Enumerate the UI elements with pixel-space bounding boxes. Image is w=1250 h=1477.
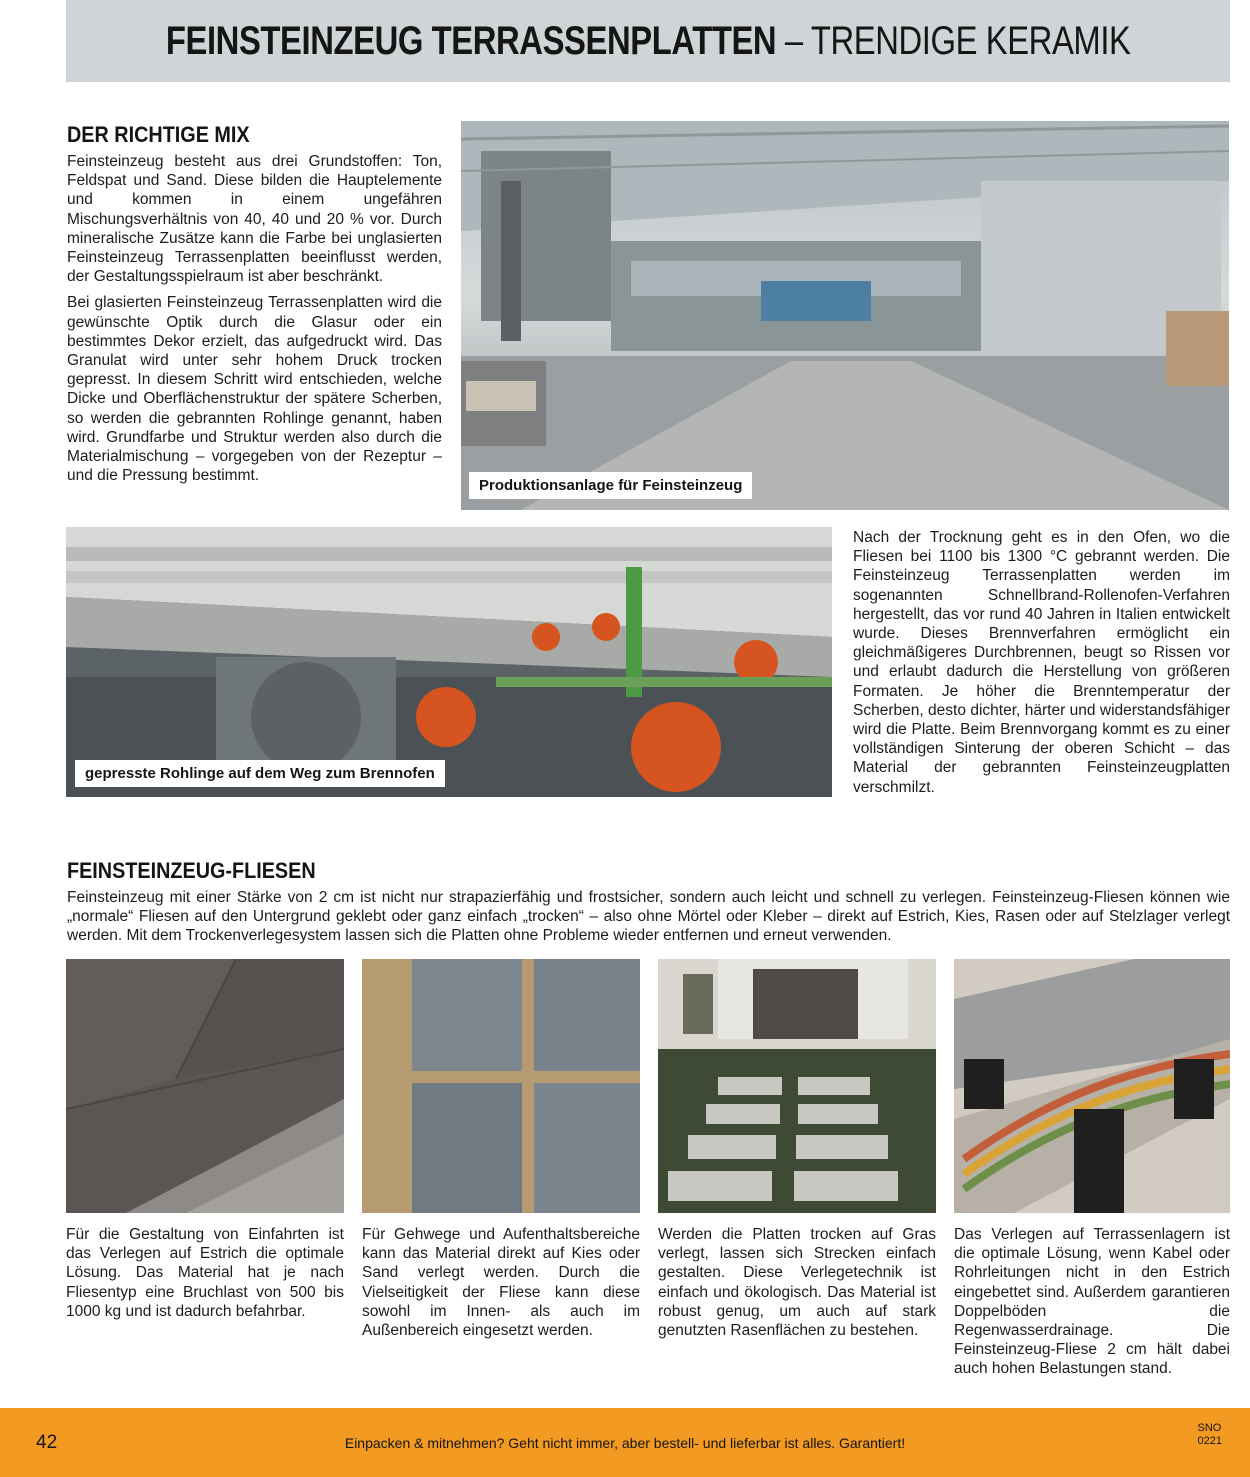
pedestal-paragraph: Das Verlegen auf Terrassenlagern ist die optimale Lösung, wenn Kabel oder Rohrleitungen nicht in den Estrich eingebettet sind. Außerdem garantieren Doppelböden die Regenwasserdrainage. Die Feinsteinzeug-Fliese 2 cm hält dabei auch hohen Belastungen stand. <box>954 1226 1230 1378</box>
page-title-light: – TRENDIGE KERAMIK <box>776 18 1131 63</box>
gravel-paragraph: Für Gehwege und Aufenthaltsbereiche kann das Material direkt auf Kies oder Sand verlegt werden. Durch die Vielseitigkeit der Fliese kann diese sowohl im Innen- als auch im Außenbereich eingesetzt werden. <box>362 1226 640 1340</box>
section-heading-mix: DER RICHTIGE MIX <box>67 122 250 147</box>
pedestal-support-photo <box>954 959 1230 1213</box>
section-heading-tiles: FEINSTEINZEUG-FLIESEN <box>67 858 316 883</box>
grass-text <box>658 1225 936 1347</box>
page-title-bold: FEINSTEINZEUG TERRASSENPLATTEN <box>165 18 777 63</box>
factory-photo-caption: Produktionsanlage für Feinsteinzeug <box>469 472 752 499</box>
kiln-conveyor-photo <box>66 527 832 797</box>
tiles-intro: Feinsteinzeug mit einer Stärke von 2 cm ist nicht nur strapazierfähig und frostsicher, sondern auch leicht und schnell zu verlegen. Feinsteinzeug-Fliesen können wie „normale“ Fliesen auf den Untergrund geklebt oder ganz einfach „trocken“ – also ohne Mörtel oder Kleber – direkt auf Estrich, Kies, Rasen oder auf Stelzlager verlegt werden. Mit dem Trockenverlegesystem lassen sich die Platten ohne Probleme wieder entfernen und erneut verwenden. <box>67 889 1230 945</box>
gravel-text <box>362 1225 640 1347</box>
firing-text <box>853 528 1230 804</box>
footer-bar <box>0 1408 1250 1477</box>
grass-paragraph: Werden die Platten trocken auf Gras verlegt, lassen sich Strecken einfach gestalten. Diese Verlegetechnik ist einfach und ökologisch. Das Material ist robust genug, um auch auf stark genutzten Rasenflächen zu bestehen. <box>658 1226 936 1340</box>
footer-code-line2: 0221 <box>1197 1435 1222 1447</box>
driveway-text <box>66 1225 344 1328</box>
footer-code-line1: SNO <box>1197 1422 1222 1434</box>
footer-slogan: Einpacken & mitnehmen? Geht nicht immer, aber bestell- und lieferbar ist alles. Garantiert! <box>344 1435 906 1451</box>
grass-path-photo <box>658 959 936 1213</box>
page-number: 42 <box>36 1432 58 1453</box>
pedestal-text <box>954 1225 1230 1386</box>
firing-paragraph: Nach der Trocknung geht es in den Ofen, wo die Fliesen bei 1100 bis 1300 °C gebrannt werden. Die Feinsteinzeug Terrassenplatten werden im sogenannten Schnellbrand-Rollenofen-Verfahren hergestellt, das vor rund 40 Jahren in Italien entwickelt wurde. Dieses Brennverfahren ermöglicht ein gleichmäßigeres Durchbrennen, beugt so Rissen vor und erlaubt dadurch die Herstellung von größeren Formaten. Je höher die Brenntemperatur der Scherben, desto dichter, härter und widerstandsfähiger wird die Platte. Beim Brennvorgang kommt es zu einer vollständigen Sinterung der oberen Schicht – das Material der gebrannten Feinsteinzeugplatten verschmilzt. <box>853 529 1230 796</box>
footer-code <box>1198 1422 1222 1448</box>
mix-paragraph-2: Bei glasierten Feinsteinzeug Terrassenplatten wird die gewünschte Optik durch die Glasur oder ein bestimmtes Dekor erzielt, das aufgedruckt wird. Das Granulat wird unter sehr hohem Druck trocken gepresst. In diesem Schritt wird entschieden, welche Dicke und Oberflächenstruktur der spätere Scherben, so werden die gebrannten Rohlinge genannt, haben wird. Grundfarbe und Struktur werden also durch die Materialmischung – vorgegeben von der Rezeptur – und die Pressung bestimmt. <box>67 294 442 485</box>
tiles-intro-text <box>67 888 1230 953</box>
driveway-paragraph: Für die Gestaltung von Einfahrten ist das Verlegen auf Estrich die optimale Lösung. Das Material hat je nach Fliesentyp eine Bruchlast von 500 bis 1000 kg und ist dadurch befahrbar. <box>66 1226 344 1320</box>
header-bar <box>66 0 1230 82</box>
section-mix-text <box>67 152 442 492</box>
kiln-photo-caption: gepresste Rohlinge auf dem Weg zum Brennofen <box>75 760 445 787</box>
driveway-tiles-photo <box>66 959 344 1213</box>
factory-photo <box>461 121 1229 510</box>
page-title <box>166 19 1131 64</box>
gravel-tiles-photo <box>362 959 640 1213</box>
mix-paragraph-1: Feinsteinzeug besteht aus drei Grundstoffen: Ton, Feldspat und Sand. Diese bilden die Hauptelemente und kommen in einem ungefähren Mischungsverhältnis von 40, 40 und 20 % vor. Durch mineralische Zusätze kann die Farbe bei unglasierten Feinsteinzeug Terrassenplatten beeinflusst werden, der Gestaltungsspielraum ist aber beschränkt. <box>67 153 442 286</box>
